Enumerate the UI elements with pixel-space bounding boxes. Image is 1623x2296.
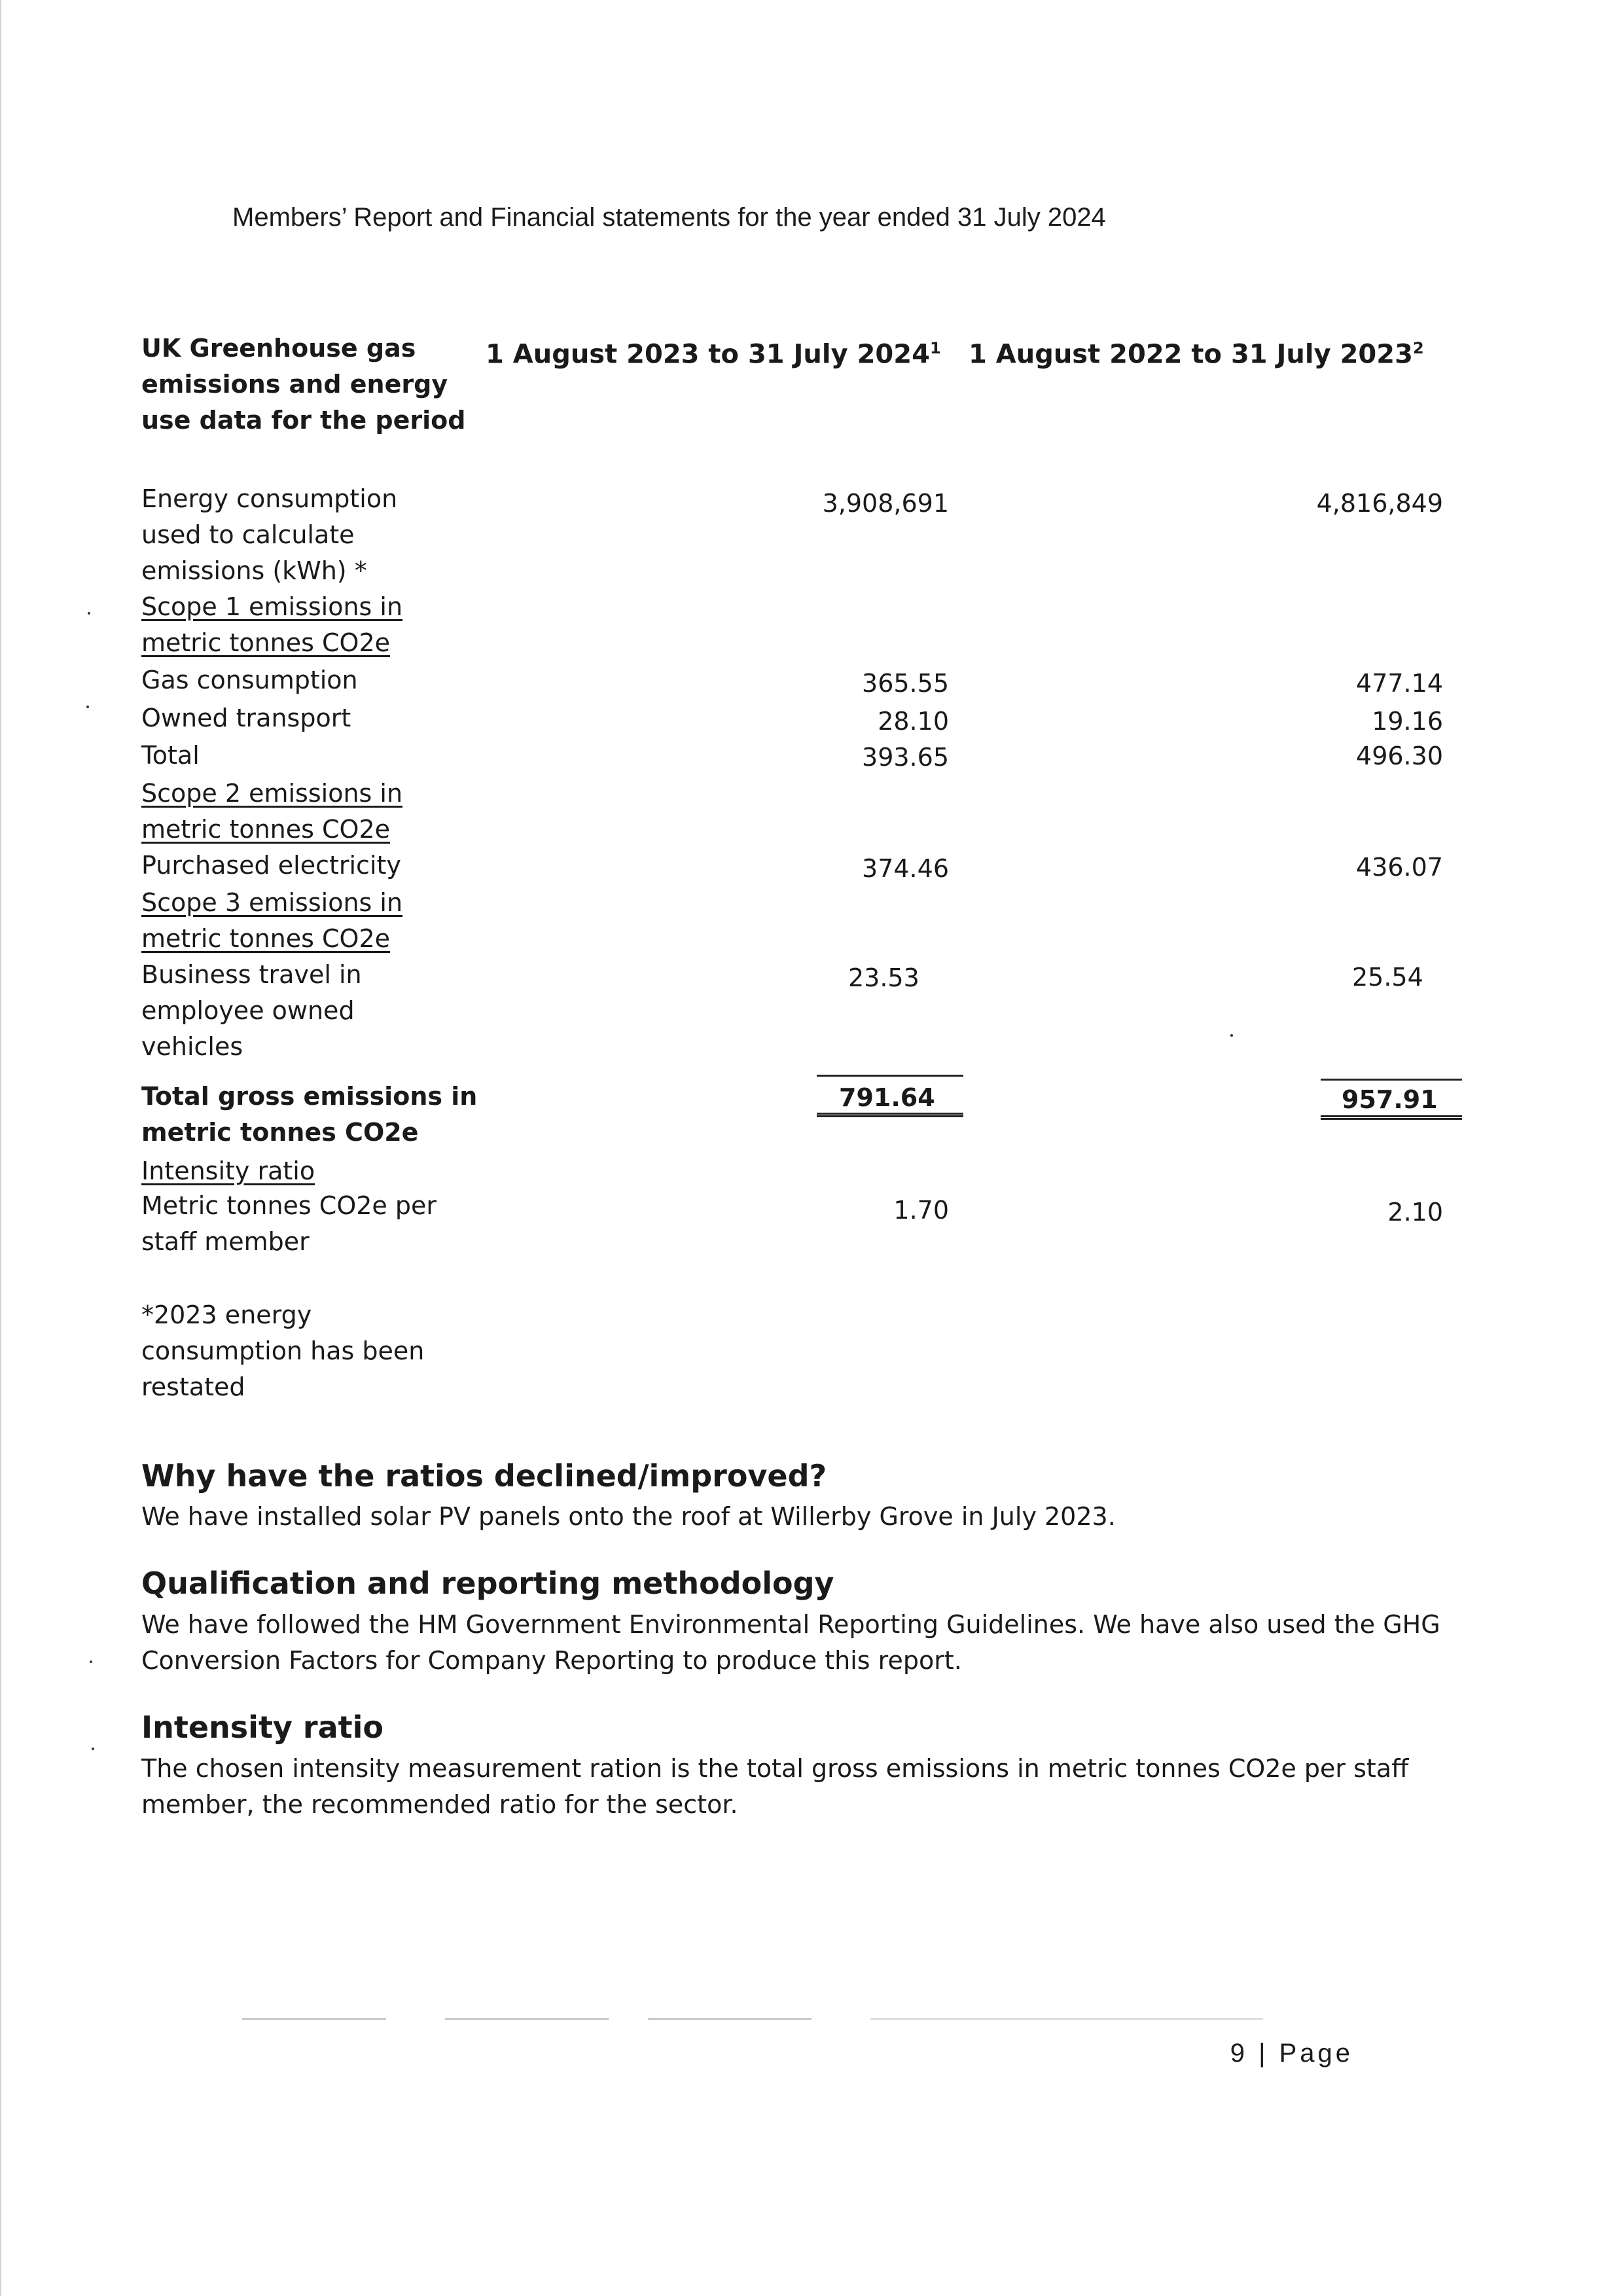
row-gross-label: Total gross emissions in metric tonnes CO2e [141, 1082, 478, 1147]
table-heading: UK Greenhouse gas emissions and energy use data for the period [141, 334, 466, 435]
scan-mark [86, 706, 89, 708]
column-heading-2023: 1 August 2022 to 31 July 2023$^2$ [969, 339, 1424, 370]
scan-edge [0, 0, 1, 2296]
scan-smudge [870, 2018, 1263, 2020]
scope1-heading: Scope 1 emissions in metric tonnes CO2e [141, 592, 403, 657]
row-gas-2023: 477.14 [1356, 669, 1443, 698]
row-gross-2023: 957.91 [1342, 1085, 1438, 1114]
row-energy-label: Energy consumption used to calculate emissions (kWh) * [141, 484, 398, 585]
gross-2023-double-rule [1321, 1115, 1462, 1120]
row-energy-2024: 3,908,691 [822, 489, 949, 518]
gross-2024-double-rule [817, 1113, 963, 1117]
scan-smudge [242, 2018, 386, 2020]
method-heading: Qualification and reporting methodology [141, 1566, 834, 1601]
scan-mark [88, 612, 90, 615]
intensity-section-heading: Intensity ratio [141, 1710, 384, 1745]
gross-2023-top-rule [1321, 1079, 1462, 1081]
intensity-heading: Intensity ratio [141, 1157, 315, 1185]
row-total-label: Total [141, 741, 200, 770]
row-gas-label: Gas consumption [141, 666, 358, 694]
row-transport-2023: 19.16 [1372, 707, 1443, 736]
table-footnote: *2023 energy consumption has been restated [141, 1300, 425, 1401]
row-per-staff-2024: 1.70 [893, 1196, 949, 1225]
why-heading: Why have the ratios declined/improved? [141, 1458, 827, 1494]
page-number: 9 | Page [1230, 2039, 1353, 2068]
gross-2024-top-rule [817, 1075, 963, 1077]
method-body: We have followed the HM Government Environmental Reporting Guidelines. We have also used the GHG Conversion Factors for Company Reporting to produce this report. [141, 1610, 1440, 1675]
scan-mark [90, 1660, 92, 1663]
row-per-staff-label: Metric tonnes CO2e per staff member [141, 1191, 437, 1256]
scan-mark [92, 1748, 94, 1750]
row-travel-label: Business travel in employee owned vehicles [141, 960, 362, 1061]
row-electricity-2023: 436.07 [1356, 853, 1443, 882]
document-header: Members’ Report and Financial statements for the year ended 31 July 2024 [232, 203, 1106, 232]
scope3-heading: Scope 3 emissions in metric tonnes CO2e [141, 888, 403, 953]
why-body: We have installed solar PV panels onto the roof at Willerby Grove in July 2023. [141, 1502, 1116, 1531]
row-energy-2023: 4,816,849 [1316, 489, 1443, 518]
row-total-2024: 393.65 [862, 743, 949, 772]
scope2-heading: Scope 2 emissions in metric tonnes CO2e [141, 779, 403, 844]
row-gas-2024: 365.55 [862, 669, 949, 698]
row-travel-2024: 23.53 [848, 963, 919, 992]
row-travel-2023: 25.54 [1352, 963, 1423, 992]
row-transport-2024: 28.10 [878, 707, 949, 736]
row-per-staff-2023: 2.10 [1387, 1198, 1443, 1227]
row-transport-label: Owned transport [141, 704, 351, 732]
scan-mark [1230, 1034, 1233, 1037]
row-gross-2024: 791.64 [839, 1083, 935, 1112]
column-heading-2024: 1 August 2023 to 31 July 2024$^1$ [486, 339, 941, 370]
row-total-2023: 496.30 [1356, 742, 1443, 770]
row-electricity-label: Purchased electricity [141, 851, 401, 880]
intensity-section-body: The chosen intensity measurement ration is the total gross emissions in metric tonnes CO2e per staff member, the recommended ratio for the sector. [141, 1754, 1409, 1819]
row-electricity-2024: 374.46 [862, 854, 949, 883]
scan-smudge [648, 2018, 812, 2020]
scan-smudge [445, 2018, 609, 2020]
